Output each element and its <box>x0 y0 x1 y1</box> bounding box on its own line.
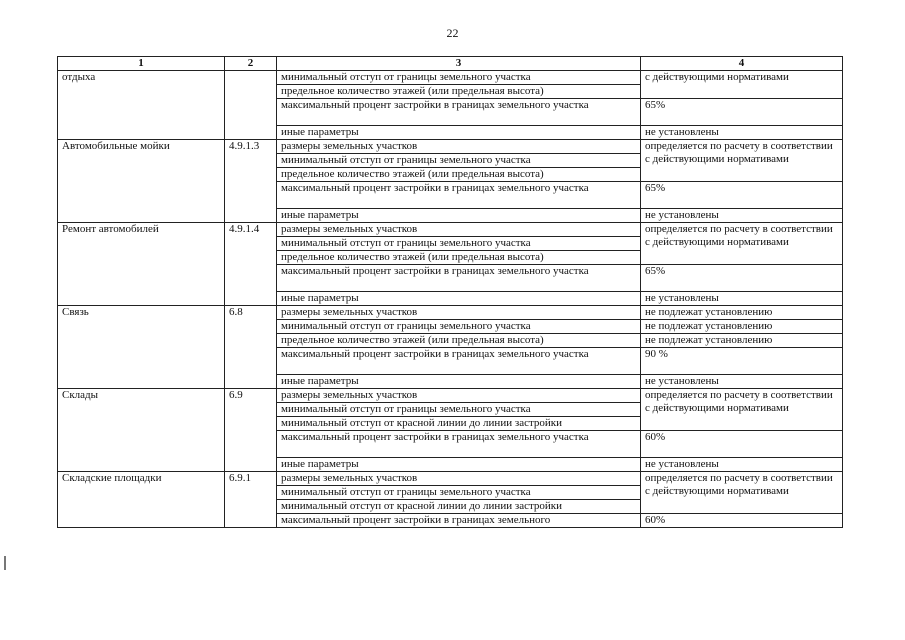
parameter-value: определяется по расчету в соответствии с действующими нормативами <box>641 223 843 265</box>
parameter-name: иные параметры <box>277 292 641 306</box>
parameter-value: 90 % <box>641 348 843 375</box>
use-type-code: 6.9 <box>225 389 277 472</box>
parameter-name: иные параметры <box>277 126 641 140</box>
parameter-value: 60% <box>641 431 843 458</box>
parameter-value: 65% <box>641 182 843 209</box>
parameter-name: предельное количество этажей (или предельная высота) <box>277 168 641 182</box>
parameter-value: 65% <box>641 265 843 292</box>
parameter-value: определяется по расчету в соответствии с действующими нормативами <box>641 389 843 431</box>
parameter-name: минимальный отступ от границы земельного участка <box>277 71 641 85</box>
parameter-value: не подлежат установлению <box>641 334 843 348</box>
parameter-name: иные параметры <box>277 209 641 223</box>
parameter-name: максимальный процент застройки в границах земельного участка <box>277 182 641 209</box>
parameter-name: иные параметры <box>277 458 641 472</box>
column-header-4: 4 <box>641 57 843 71</box>
use-type-code: 6.9.1 <box>225 472 277 528</box>
page-number: 22 <box>446 26 459 40</box>
parameter-name: иные параметры <box>277 375 641 389</box>
column-header-2: 2 <box>225 57 277 71</box>
use-type-code: 4.9.1.3 <box>225 140 277 223</box>
parameter-name: минимальный отступ от границы земельного участка <box>277 403 641 417</box>
parameter-name: минимальный отступ от границы земельного участка <box>277 237 641 251</box>
parameter-name: предельное количество этажей (или предельная высота) <box>277 251 641 265</box>
column-header-1: 1 <box>58 57 225 71</box>
parameter-value: не подлежат установлению <box>641 320 843 334</box>
parameter-name: размеры земельных участков <box>277 223 641 237</box>
parameter-name: минимальный отступ от красной линии до линии застройки <box>277 500 641 514</box>
parameter-name: размеры земельных участков <box>277 140 641 154</box>
parameter-value: не установлены <box>641 458 843 472</box>
table-body <box>58 71 843 528</box>
parameter-name: минимальный отступ от границы земельного участка <box>277 320 641 334</box>
parameter-value: не установлены <box>641 292 843 306</box>
parameter-name: максимальный процент застройки в границах земельного <box>277 514 641 528</box>
parameter-name: минимальный отступ от красной линии до линии застройки <box>277 417 641 431</box>
parameter-name: размеры земельных участков <box>277 306 641 320</box>
table-row <box>58 472 843 486</box>
use-type-name: Ремонт автомобилей <box>58 223 225 306</box>
parameter-name: максимальный процент застройки в границах земельного участка <box>277 99 641 126</box>
parameter-value: не подлежат установлению <box>641 306 843 320</box>
parameter-name: предельное количество этажей (или предельная высота) <box>277 334 641 348</box>
use-type-code <box>225 71 277 140</box>
table-row <box>58 71 843 85</box>
parameter-name: размеры земельных участков <box>277 472 641 486</box>
parameter-value: 65% <box>641 99 843 126</box>
parameter-name: максимальный процент застройки в границах земельного участка <box>277 431 641 458</box>
use-type-name: Склады <box>58 389 225 472</box>
column-header-3: 3 <box>277 57 641 71</box>
parameter-name: размеры земельных участков <box>277 389 641 403</box>
parameter-name: максимальный процент застройки в границах земельного участка <box>277 348 641 375</box>
use-type-name: Складские площадки <box>58 472 225 528</box>
parameters-table <box>57 56 843 528</box>
parameter-name: предельное количество этажей (или предельная высота) <box>277 85 641 99</box>
parameter-value: не установлены <box>641 126 843 140</box>
table-row <box>58 140 843 154</box>
parameter-value: 60% <box>641 514 843 528</box>
parameter-name: минимальный отступ от границы земельного участка <box>277 486 641 500</box>
use-type-name: отдыха <box>58 71 225 140</box>
table-row <box>58 306 843 320</box>
use-type-code: 6.8 <box>225 306 277 389</box>
table-row <box>58 389 843 403</box>
parameter-name: максимальный процент застройки в границах земельного участка <box>277 265 641 292</box>
use-type-name: Связь <box>58 306 225 389</box>
parameter-name: минимальный отступ от границы земельного участка <box>277 154 641 168</box>
use-type-code: 4.9.1.4 <box>225 223 277 306</box>
parameter-value: с действующими нормативами <box>641 71 843 99</box>
parameter-value: не установлены <box>641 209 843 223</box>
parameter-value: не установлены <box>641 375 843 389</box>
table-header-row <box>58 57 843 71</box>
use-type-name: Автомобильные мойки <box>58 140 225 223</box>
parameter-value: определяется по расчету в соответствии с действующими нормативами <box>641 472 843 514</box>
margin-mark <box>4 556 6 570</box>
parameter-value: определяется по расчету в соответствии с действующими нормативами <box>641 140 843 182</box>
table-row <box>58 223 843 237</box>
